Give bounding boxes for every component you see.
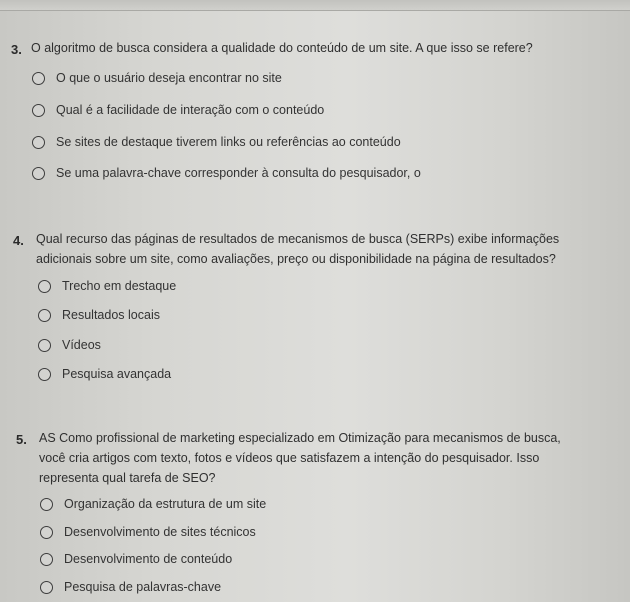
option-3a[interactable] xyxy=(32,68,282,88)
option-5a[interactable] xyxy=(40,494,266,514)
option-label: Trecho em destaque xyxy=(62,279,177,293)
option-label: Pesquisa avançada xyxy=(62,367,172,381)
option-5b[interactable] xyxy=(40,522,256,542)
option-3d[interactable] xyxy=(32,163,421,183)
option-4c[interactable] xyxy=(38,335,101,355)
radio-button[interactable] xyxy=(38,280,51,293)
radio-button[interactable] xyxy=(32,72,45,85)
radio-button[interactable] xyxy=(38,368,51,381)
option-label: Qual é a facilidade de interação com o conteúdo xyxy=(56,103,325,117)
option-4d[interactable] xyxy=(38,364,171,384)
radio-button[interactable] xyxy=(32,167,45,180)
option-3b[interactable] xyxy=(32,100,324,120)
option-label: Vídeos xyxy=(62,338,101,352)
radio-button[interactable] xyxy=(38,339,51,352)
option-4b[interactable] xyxy=(38,305,160,325)
radio-button[interactable] xyxy=(40,581,53,594)
question-text: AS Como profissional de marketing especializado em Otimização para mecanismos de busca, você cria artigos com texto, fotos e vídeos que satisfazem a intenção do pesquisador. Isso representa qual tarefa de SEO? xyxy=(39,431,561,485)
radio-button[interactable] xyxy=(32,104,45,117)
option-label: Se uma palavra-chave corresponder à consulta do pesquisador, o xyxy=(56,166,421,180)
question-text: O algoritmo de busca considera a qualidade do conteúdo de um site. A que isso se refere? xyxy=(31,41,533,55)
option-label: O que o usuário deseja encontrar no site xyxy=(56,71,282,85)
option-label: Pesquisa de palavras-chave xyxy=(64,580,222,594)
option-label: Desenvolvimento de sites técnicos xyxy=(64,525,256,539)
option-5c[interactable] xyxy=(40,549,232,569)
page-top-edge xyxy=(0,0,630,11)
radio-button[interactable] xyxy=(40,553,53,566)
option-4a[interactable] xyxy=(38,276,176,296)
option-3c[interactable] xyxy=(32,132,401,152)
question-number: 5. xyxy=(16,432,27,447)
option-label: Se sites de destaque tiverem links ou referências ao conteúdo xyxy=(56,135,401,149)
option-label: Desenvolvimento de conteúdo xyxy=(64,552,233,566)
option-5d[interactable] xyxy=(40,577,221,597)
radio-button[interactable] xyxy=(40,498,53,511)
option-label: Organização da estrutura de um site xyxy=(64,497,267,511)
question-text: Qual recurso das páginas de resultados de mecanismos de busca (SERPs) exibe informações adicionais sobre um site, como avaliações, preço ou disponibilidade na página de resultados? xyxy=(36,232,560,266)
radio-button[interactable] xyxy=(40,526,53,539)
option-label: Resultados locais xyxy=(62,308,160,322)
question-number: 4. xyxy=(13,233,24,248)
radio-button[interactable] xyxy=(32,136,45,149)
question-number: 3. xyxy=(11,42,22,57)
radio-button[interactable] xyxy=(38,309,51,322)
